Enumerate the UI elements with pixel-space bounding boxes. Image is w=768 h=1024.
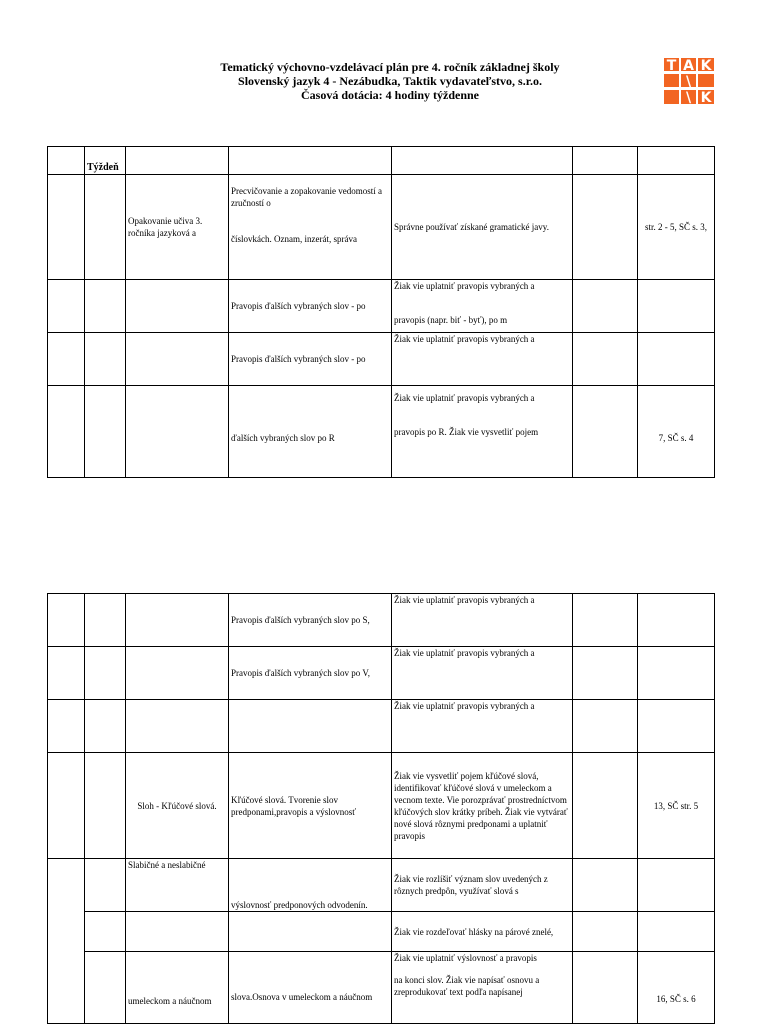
header-title-line3: Časová dotácia: 4 hodiny týždenne <box>300 88 479 102</box>
pages-cell: 13, SČ str. 5 <box>638 753 715 859</box>
table-row <box>48 700 715 753</box>
outcome-text: pravopis po R. Žiak vie vysvetliť pojem <box>394 427 539 437</box>
table-row <box>48 912 715 952</box>
outcome-text: pravopis (napr. biť - byť), po m <box>394 315 508 325</box>
topic-cell: Slabičné a neslabičné <box>126 859 229 912</box>
pages-text: 7, SČ s. 4 <box>658 433 694 443</box>
logo-letter-5: \ <box>685 90 692 105</box>
logo-letter-6: K <box>700 90 712 105</box>
table-row <box>48 280 715 333</box>
table-row <box>48 647 715 700</box>
table-row <box>48 594 715 647</box>
content-cell: Kľúčové slová. Tvorenie slov predponami,pravopis a výslovnosť <box>229 753 392 859</box>
table-row <box>48 333 715 386</box>
pages-cell: 16, SČ s. 6 <box>638 952 715 1024</box>
content-cell: Pravopis ďalších vybraných slov - po <box>229 280 392 333</box>
header-title-line2: Slovenský jazyk 4 - Nezábudka, Taktik vydavateľstvo, s.r.o. <box>238 74 542 88</box>
outcome-cell <box>392 386 573 478</box>
logo-letter-2: A <box>683 58 694 74</box>
content-cell: výslovnosť predponových odvodenín. <box>229 859 392 912</box>
outcome-cell: Žiak vie rozdeľovať hlásky na párové znelé, <box>392 912 573 952</box>
outcome-cell: Žiak vie uplatniť pravopis vybraných a <box>392 333 573 386</box>
outcome-cell <box>392 280 573 333</box>
logo-letter-4: \ <box>685 74 692 90</box>
outcome-text: Žiak vie uplatniť pravopis vybraných a <box>394 281 535 291</box>
logo-letter-3: K <box>700 58 712 74</box>
table-row <box>48 859 715 912</box>
content-cell: Pravopis ďalších vybraných slov - po <box>229 333 392 386</box>
week-header: Týždeň <box>85 147 126 175</box>
topic-cell: Opakovanie učiva 3. ročníka jazyková a <box>126 175 229 280</box>
content-cell: Pravopis ďalších vybraných slov po V, <box>229 647 392 700</box>
outcome-cell <box>392 952 573 1024</box>
pages-cell <box>638 386 715 478</box>
thematic-plan-table-1 <box>47 146 715 478</box>
document-header <box>160 60 620 102</box>
content-text: ďalších vybraných slov po R <box>231 433 335 443</box>
table-row <box>48 386 715 478</box>
content-cell: slova.Osnova v umeleckom a náučnom <box>229 952 392 1024</box>
table-row <box>48 753 715 859</box>
outcome-text: Žiak vie uplatniť pravopis vybraných a <box>394 393 535 403</box>
thematic-plan-table-2 <box>47 593 715 1024</box>
outcome-text: Žiak vie uplatniť výslovnosť a pravopis <box>394 953 537 963</box>
table-row <box>48 175 715 280</box>
content-cell: Pravopis ďalších vybraných slov po S, <box>229 594 392 647</box>
table-row <box>48 952 715 1024</box>
content-text: Precvičovanie a zopakovanie vedomostí a zručností o <box>231 186 382 208</box>
taktik-logo <box>663 57 715 105</box>
content-cell <box>229 386 392 478</box>
outcome-text: na konci slov. Žiak vie napísať osnovu a zreprodukovať text podľa napísanej <box>394 975 540 997</box>
outcome-cell: Správne používať získané gramatické javy. <box>392 175 573 280</box>
content-text: číslovkách. Oznam, inzerát, správa <box>231 234 357 244</box>
outcome-cell: Žiak vie uplatniť pravopis vybraných a <box>392 647 573 700</box>
content-cell <box>229 175 392 280</box>
logo-letter-1: T <box>666 58 677 74</box>
pages-cell: str. 2 - 5, SČ s. 3, <box>638 175 715 280</box>
topic-cell: Sloh - Kľúčové slová. <box>126 753 229 859</box>
outcome-cell: Žiak vie rozlíšiť význam slov uvedených z rôznych predpôn, využívať slová s <box>392 859 573 912</box>
header-title-line1: Tematický výchovno-vzdelávací plán pre 4. ročník základnej školy <box>220 60 560 74</box>
topic-cell: umeleckom a náučnom <box>126 952 229 1024</box>
outcome-cell: Žiak vie uplatniť pravopis vybraných a <box>392 700 573 753</box>
outcome-cell: Žiak vie vysvetliť pojem kľúčové slová, identifikovať kľúčové slová v umeleckom a vecnom texte. Vie porozprávať prostredníctvom kľúčových slov krátky príbeh. Žiak vie vytvárať nové slová rôznymi predponami a uplatniť pravopis <box>392 753 573 859</box>
table-header-row <box>48 147 715 175</box>
outcome-cell: Žiak vie uplatniť pravopis vybraných a <box>392 594 573 647</box>
